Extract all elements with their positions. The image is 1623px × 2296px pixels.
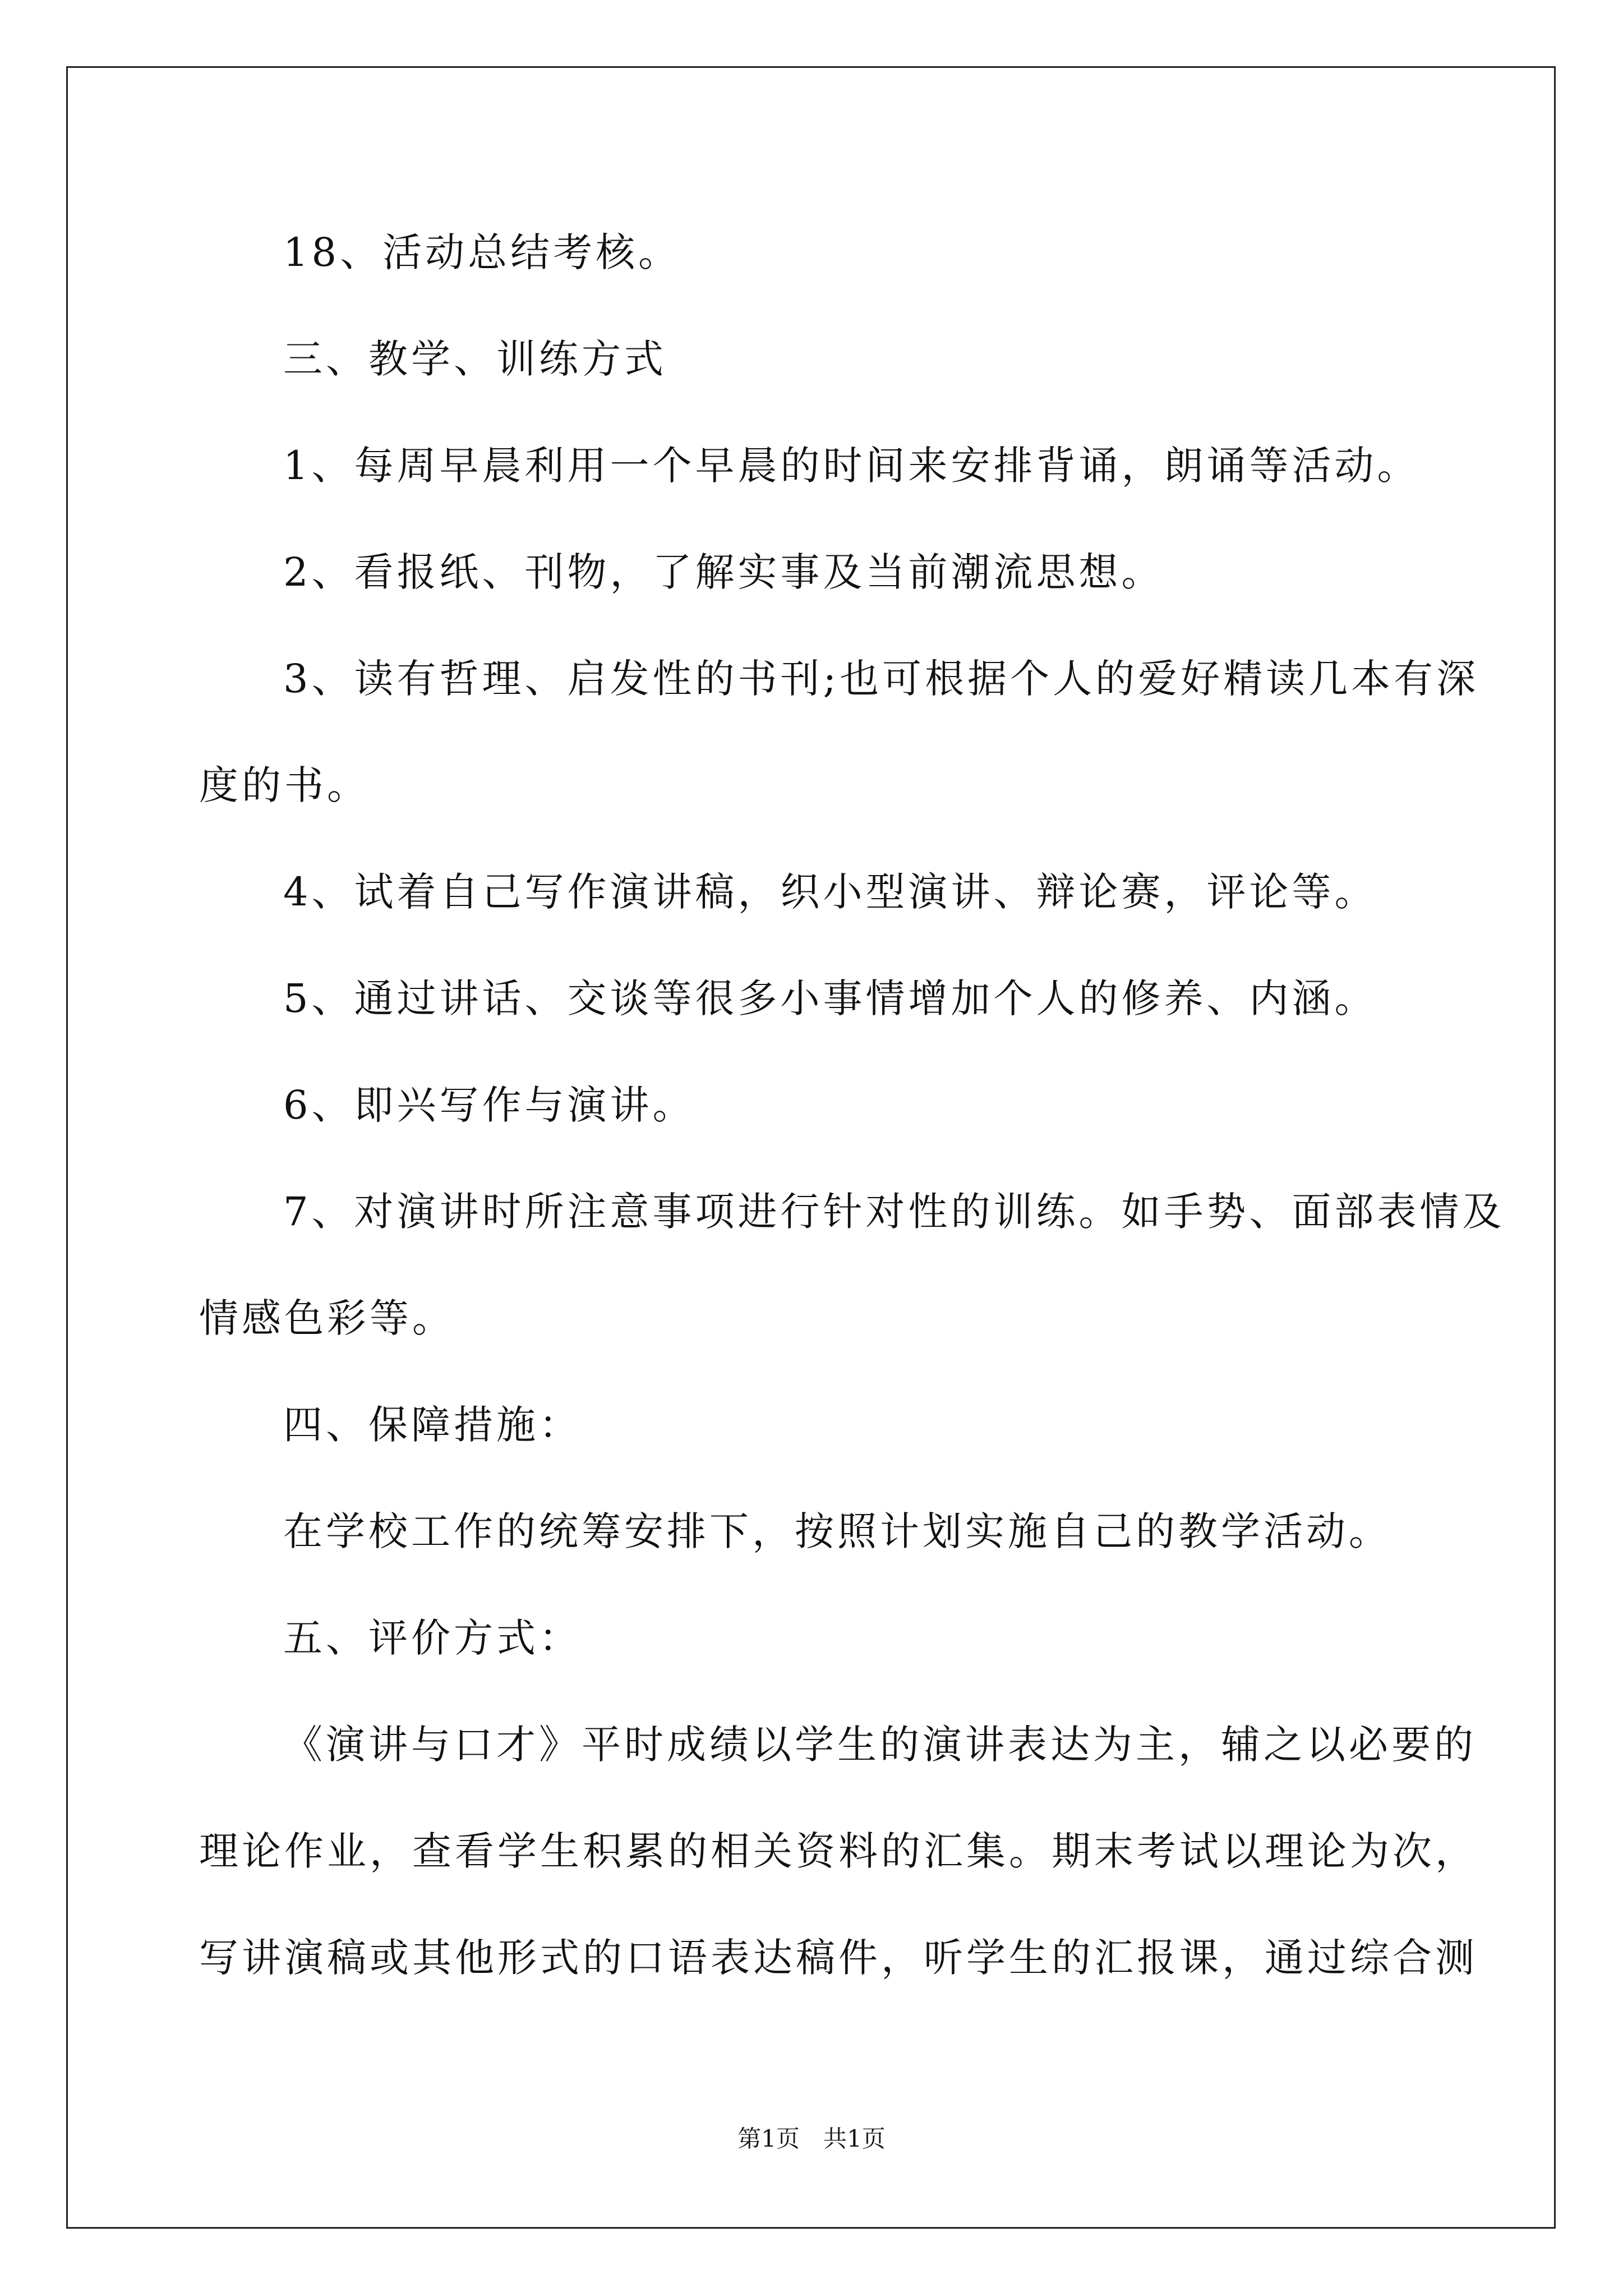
list-item-5: 5、通过讲话、交谈等很多小事情增加个人的修养、内涵。 [283,976,1377,1022]
list-item-7-continued: 情感色彩等。 [199,1295,455,1341]
section-heading-4: 四、保障措施： [283,1402,582,1448]
list-item-1: 1、每周早晨利用一个早晨的时间来安排背诵，朗诵等活动。 [283,443,1420,489]
paragraph-evaluation-line-3: 写讲演稿或其他形式的口语表达稿件，听学生的汇报课，通过综合测 [199,1935,1478,1981]
list-item-7: 7、对演讲时所注意事项进行针对性的训练。如手势、面部表情及 [283,1189,1505,1235]
list-item-3-continued: 度的书。 [199,762,370,808]
list-item-18: 18、活动总结考核。 [283,229,681,275]
list-item-2: 2、看报纸、刊物，了解实事及当前潮流思想。 [283,549,1164,595]
section-heading-5: 五、评价方式： [283,1615,582,1661]
page-footer: 第1页 共1页 [737,2125,886,2152]
paragraph-evaluation-line-1: 《演讲与口才》平时成绩以学生的演讲表达为主，辅之以必要的 [283,1722,1477,1768]
paragraph-safeguard: 在学校工作的统筹安排下，按照计划实施自己的教学活动。 [283,1508,1391,1554]
list-item-4: 4、试着自己写作演讲稿，织小型演讲、辩论赛，评论等。 [283,869,1377,915]
paragraph-evaluation-line-2: 理论作业，查看学生积累的相关资料的汇集。期末考试以理论为次， [199,1828,1478,1874]
list-item-6: 6、即兴写作与演讲。 [283,1082,695,1128]
page-border [66,66,1556,2229]
section-heading-3: 三、教学、训练方式 [283,336,667,382]
list-item-3: 3、读有哲理、启发性的书刊;也可根据个人的爱好精读几本有深 [283,656,1479,702]
